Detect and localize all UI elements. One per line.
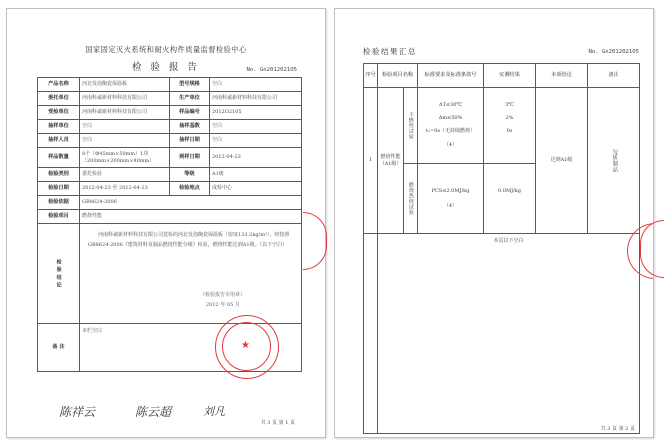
blank-note-cell xyxy=(378,234,640,434)
model-label: 型号规格 xyxy=(170,78,210,92)
items-value: 燃烧性能 xyxy=(80,210,302,224)
issue-date: 2012 年 05 月 xyxy=(206,302,240,308)
product-name-label: 产品名称 xyxy=(38,78,80,92)
result-1-b: 2% xyxy=(505,114,514,121)
std-1-a: ΔT≤30℃ xyxy=(438,102,463,108)
std-2-a: PCS≤2.0MJ/kg xyxy=(431,187,470,194)
result-1-c: 0s xyxy=(506,127,513,134)
sampling-unit-label: 抽样单位 xyxy=(38,120,80,134)
basis-label: 检验依据 xyxy=(38,196,80,210)
conclusion-label-text: 检 验 结 论 xyxy=(55,259,62,288)
conclusion-label xyxy=(38,224,80,324)
header-standard: 标准要求及标准条款号 xyxy=(418,64,484,88)
sub-item-2 xyxy=(404,164,418,234)
report-page-2 xyxy=(334,8,654,438)
sampling-unit-value: 空白 xyxy=(80,120,170,134)
insp-type-value: 委托检验 xyxy=(80,168,170,182)
insp-place-value: 成检中心 xyxy=(210,182,302,196)
signature-2: 陈云超 xyxy=(135,405,172,419)
signature-3: 刘凡 xyxy=(203,405,225,418)
report-number: No. Gn2012021O5 xyxy=(246,67,297,73)
insp-place-label: 检验地点 xyxy=(170,182,210,196)
manufacturer-label: 生产单位 xyxy=(170,92,210,106)
results-summary-title: 检验结果汇总 xyxy=(363,47,417,56)
std-1-c: tₓ=0s（无持续燃烧） xyxy=(425,127,476,134)
std-1-d: （4） xyxy=(443,142,458,149)
sampling-date-label: 抽样日期 xyxy=(170,134,210,148)
signature-1: 陈祥云 xyxy=(59,405,96,419)
remark-value: 匀质制品 xyxy=(611,148,618,173)
std-1-cell xyxy=(418,88,484,164)
sub-item-1-text: 不燃性试验 xyxy=(407,111,414,140)
client-label: 委托单位 xyxy=(38,92,80,106)
inspection-seal xyxy=(215,315,279,379)
conclusion-text: 河南科诚新材料科技有限公司送检的河北发泡陶瓷保温板（密度133.2kg/m³），经按照GB8624-2006《建筑材料及制品燃烧性能分级》检验，燃烧性能达到A1级。（以下空白） xyxy=(88,232,290,248)
client-value: 河南科诚新材料科技有限公司 xyxy=(80,92,170,106)
sub-item-2-text: 燃烧热值试验 xyxy=(407,182,414,215)
grade-value: A1级 xyxy=(210,168,302,182)
insp-date-label: 检验日期 xyxy=(38,182,80,196)
header-item: 检验项目名称 xyxy=(378,64,418,88)
remarks-value: 本栏空白 xyxy=(80,324,302,372)
row-item-group: 燃烧性能（A1级） xyxy=(378,88,404,234)
blank-note: 本页以下空白 xyxy=(493,238,524,244)
product-name-value: 河北发泡陶瓷保温板 xyxy=(80,78,170,92)
sub-item-1 xyxy=(404,88,418,164)
sampler-label: 抽样人员 xyxy=(38,134,80,148)
std-2-cell xyxy=(418,164,484,234)
sample-qty-label: 样品数量 xyxy=(38,148,80,168)
insp-type-label: 检验类别 xyxy=(38,168,80,182)
header-result: 实测结果 xyxy=(484,64,536,88)
inspected-unit-label: 受检单位 xyxy=(38,106,80,120)
report-number-2: No. Gn2012021O5 xyxy=(588,49,639,55)
sample-qty-line-1: 8个（Φ45mm×50mm）1块 xyxy=(82,151,149,158)
arrival-date-label: 到样日期 xyxy=(170,148,210,168)
model-value: 空白 xyxy=(210,78,302,92)
sampling-base-value: 空白 xyxy=(210,120,302,134)
sampling-date-value: 空白 xyxy=(210,134,302,148)
org-title: 国家固定灭火系统和耐火构件质量监督检验中心 xyxy=(85,45,247,54)
result-1-cell xyxy=(484,88,536,164)
sampler-value: 空白 xyxy=(80,134,170,148)
report-title: 检 验 报 告 xyxy=(131,62,201,73)
remarks-label: 备 注 xyxy=(38,324,80,372)
result-2-a: 0.0MJ/kg xyxy=(498,187,522,194)
remark-cell xyxy=(588,88,640,234)
header-single-conclusion: 本项结论 xyxy=(536,64,588,88)
arrival-date-value: 2012-04-23 xyxy=(210,148,302,168)
items-label: 检验项目 xyxy=(38,210,80,224)
result-2-cell xyxy=(484,164,536,234)
results-table xyxy=(363,63,640,434)
page-1-footer: 共 3 页 第 1 页 xyxy=(260,420,295,426)
single-conclusion-value: 达到A1级 xyxy=(536,88,588,234)
header-remark: 备注 xyxy=(588,64,640,88)
result-1-a: 3℃ xyxy=(505,102,514,108)
seal-star-icon: ★ xyxy=(241,340,250,351)
sample-no-value: 2012O2105 xyxy=(210,106,302,120)
basis-value: GB8624-2006 xyxy=(80,196,302,210)
std-1-b: Δm≤50% xyxy=(438,114,463,121)
conclusion-cell xyxy=(80,224,302,324)
inspected-unit-value: 河南科诚新材料科技有限公司 xyxy=(80,106,170,120)
header-seq: 序号 xyxy=(364,64,378,88)
sample-no-label: 样品编号 xyxy=(170,106,210,120)
page-2-footer: 共 3 页 第 2 页 xyxy=(600,426,635,432)
stamp-line: （检验报告专用章） xyxy=(200,292,246,298)
row-seq: 1 xyxy=(364,88,378,234)
sampling-base-label: 抽样基数 xyxy=(170,120,210,134)
sample-qty-line-2: （200mm×200mm×40mm） xyxy=(82,157,155,164)
manufacturer-value: 河南科诚新材料科技有限公司 xyxy=(210,92,302,106)
insp-date-value: 2012-04-23 至 2012-04-23 xyxy=(80,182,170,196)
report-page-1 xyxy=(6,8,326,438)
sample-qty-value xyxy=(80,148,170,168)
grade-label: 等级 xyxy=(170,168,210,182)
std-2-b: （4） xyxy=(443,202,458,209)
